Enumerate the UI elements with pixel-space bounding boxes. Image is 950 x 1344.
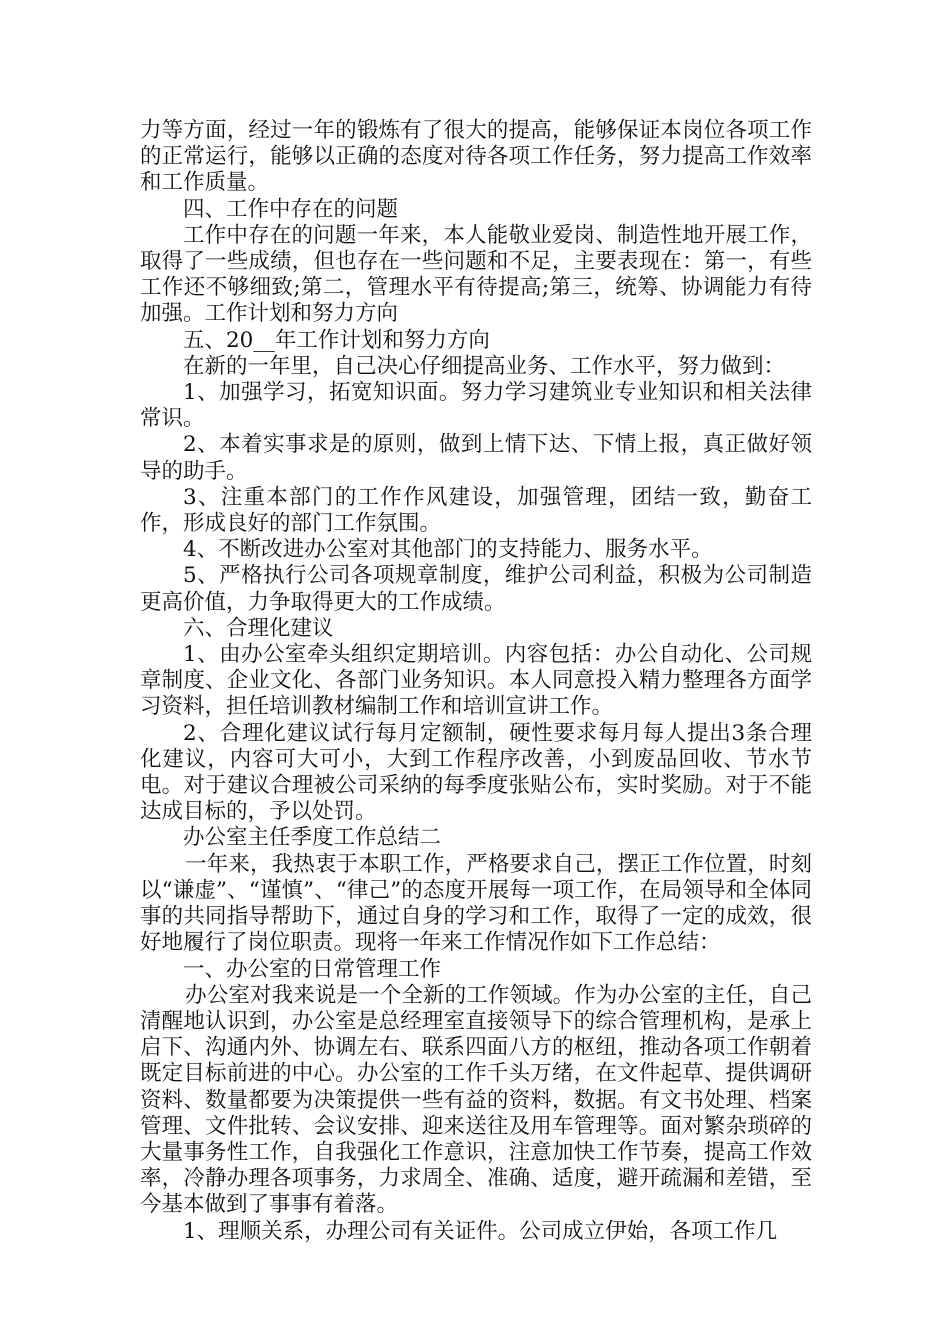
list-item-suggestion-2: 2、合理化建议试行每月定额制，硬性要求每月每人提出3条合理化建议，内容可大可小，大到工作程序改善，小到废品回收、节水节电。对于建议合理被公司采纳的每季度张贴公布，实时奖励。对于不能达成目标的，予以处罚。: [140, 720, 812, 825]
list-item-plan-1: 1、加强学习，拓宽知识面。努力学习建筑业专业知识和相关法律常识。: [140, 380, 812, 432]
section-heading-suggestions: 六、合理化建议: [183, 615, 334, 641]
section-heading-problems: 四、工作中存在的问题: [183, 196, 399, 222]
list-item-plan-4: 4、不断改进办公室对其他部门的支持能力、服务水平。: [183, 537, 713, 563]
paragraph-continuation: 力等方面，经过一年的锻炼有了很大的提高，能够保证本岗位各项工作的正常运行，能够以正确的态度对待各项工作任务，努力提高工作效率和工作质量。: [140, 118, 812, 196]
paragraph-summary-intro: 一年来，我热衷于本职工作，严格要求自己，摆正工作位置，时刻以“谦虚”、“谨慎”、“律己”的态度开展每一项工作，在局领导和全体同事的共同指导帮助下，通过自身的学习和工作，取得了一定的成效，很好地履行了岗位职责。现将一年来工作情况作如下工作总结：: [140, 851, 812, 956]
section-heading-plan: 五、20__年工作计划和努力方向: [183, 327, 490, 353]
list-item-plan-5: 5、严格执行公司各项规章制度，维护公司利益，积极为公司制造更高价值，力争取得更大的工作成绩。: [140, 563, 812, 615]
list-item-plan-3: 3、注重本部门的工作作风建设，加强管理，团结一致，勤奋工作，形成良好的部门工作氛围。: [140, 484, 812, 537]
document-body: [140, 118, 812, 1245]
paragraph-problems: 工作中存在的问题一年来，本人能敬业爱岗、制造性地开展工作，取得了一些成绩，但也存在一些问题和不足，主要表现在：第一，有些工作还不够细致;第二，管理水平有待提高;第三，统筹、协调能力有待加强。工作计划和努力方向: [140, 222, 812, 327]
list-item-management-1: 1、理顺关系，办理公司有关证件。公司成立伊始，各项工作几: [183, 1218, 778, 1244]
paragraph-plan-intro: 在新的一年里，自己决心仔细提高业务、工作水平，努力做到：: [183, 353, 786, 379]
document-subtitle: 办公室主任季度工作总结二: [183, 825, 442, 851]
list-item-plan-2: 2、本着实事求是的原则，做到上情下达、下情上报，真正做好领导的助手。: [140, 432, 812, 484]
paragraph-daily-management: 办公室对我来说是一个全新的工作领域。作为办公室的主任，自己清醒地认识到，办公室是总经理室直接领导下的综合管理机构，是承上启下、沟通内外、协调左右、联系四面八方的枢纽，推动各项工作朝着既定目标前进的中心。办公室的工作千头万绪，在文件起草、提供调研资料、数量都要为决策提供一些有益的资料，数据。有文书处理、档案管理、文件批转、会议安排、迎来送往及用车管理等。面对繁杂琐碎的大量事务性工作，自我强化工作意识，注意加快工作节奏，提高工作效率，冷静办理各项事务，力求周全、准确、适度，避开疏漏和差错，至今基本做到了事事有着落。: [140, 982, 812, 1218]
section-heading-daily-management: 一、办公室的日常管理工作: [183, 956, 442, 982]
list-item-suggestion-1: 1、由办公室牵头组织定期培训。内容包括：办公自动化、公司规章制度、企业文化、各部门业务知识。本人同意投入精力整理各方面学习资料，担任培训教材编制工作和培训宣讲工作。: [140, 642, 812, 720]
